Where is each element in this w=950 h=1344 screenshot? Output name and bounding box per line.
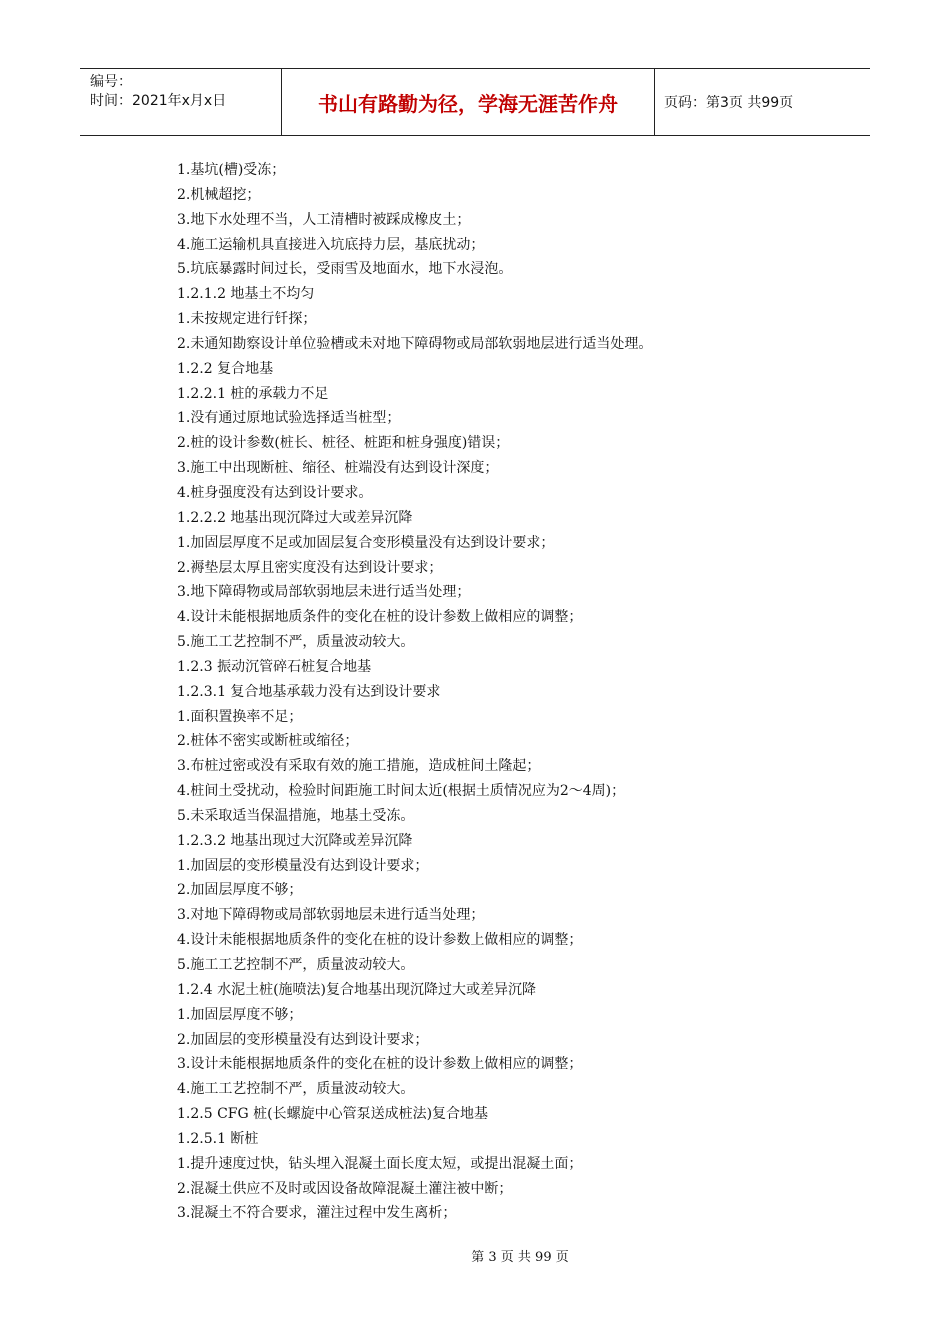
text-line: 2.机械超挖； xyxy=(177,186,261,203)
section-heading: 1.2.2.1 桩的承载力不足 xyxy=(177,385,329,402)
text-line: 2.加固层的变形模量没有达到设计要求； xyxy=(177,1031,429,1048)
text-line: 5.施工工艺控制不严，质量波动较大。 xyxy=(177,634,415,651)
text-line: 3.设计未能根据地质条件的变化在桩的设计参数上做相应的调整； xyxy=(177,1056,583,1073)
text-line: 1.未按规定进行钎探； xyxy=(177,311,317,328)
text-line: 5.未采取适当保温措施，地基土受冻。 xyxy=(177,807,415,824)
text-line: 4.施工运输机具直接进入坑底持力层，基底扰动； xyxy=(177,236,485,253)
text-line: 3.地下水处理不当，人工清槽时被踩成橡皮土； xyxy=(177,211,471,228)
document-date-label: 时间：2021年x月x日 xyxy=(90,93,227,109)
section-heading: 1.2.2 复合地基 xyxy=(177,360,274,377)
page-footer: 第 3 页 共 99 页 xyxy=(471,1250,569,1265)
text-line: 1.没有通过原地试验选择适当桩型； xyxy=(177,410,401,427)
section-heading: 1.2.3.1 复合地基承载力没有达到设计要求 xyxy=(177,683,441,700)
text-line: 4.桩身强度没有达到设计要求。 xyxy=(177,484,373,501)
text-line: 1.加固层厚度不够； xyxy=(177,1006,303,1023)
text-line: 4.施工工艺控制不严，质量波动较大。 xyxy=(177,1081,415,1098)
document-number-label: 编号： xyxy=(90,74,132,90)
section-heading: 1.2.4 水泥土桩(施喷法)复合地基出现沉降过大或差异沉降 xyxy=(177,981,536,998)
section-heading: 1.2.3 振动沉管碎石桩复合地基 xyxy=(177,658,372,675)
text-line: 2.未通知勘察设计单位验槽或未对地下障碍物或局部软弱地层进行适当处理。 xyxy=(177,335,653,352)
text-line: 1.基坑(槽)受冻； xyxy=(177,162,286,178)
text-line: 1.提升速度过快，钻头埋入混凝土面长度太短，或提出混凝土面； xyxy=(177,1155,583,1172)
text-line: 3.混凝土不符合要求，灌注过程中发生离析； xyxy=(177,1205,457,1222)
header-page-info: 页码：第3页 共99页 xyxy=(664,95,794,111)
section-heading: 1.2.5 CFG 桩(长螺旋中心管泵送成桩法)复合地基 xyxy=(177,1106,489,1123)
text-line: 2.混凝土供应不及时或因设备故障混凝土灌注被中断； xyxy=(177,1180,513,1197)
text-line: 4.设计未能根据地质条件的变化在桩的设计参数上做相应的调整； xyxy=(177,609,583,626)
text-line: 1.面积置换率不足； xyxy=(177,708,303,725)
header-meta xyxy=(80,69,282,135)
text-line: 3.施工中出现断桩、缩径、桩端没有达到设计深度； xyxy=(177,460,499,477)
text-line: 5.施工工艺控制不严，质量波动较大。 xyxy=(177,957,415,973)
text-line: 1.加固层的变形模量没有达到设计要求； xyxy=(177,857,429,874)
text-line: 2.加固层厚度不够； xyxy=(177,882,303,899)
section-heading: 1.2.5.1 断桩 xyxy=(177,1130,259,1147)
section-heading: 1.2.3.2 地基出现过大沉降或差异沉降 xyxy=(177,832,413,849)
text-line: 4.桩间土受扰动，检验时间距施工时间太近(根据土质情况应为2～4周)； xyxy=(177,783,626,800)
text-line: 1.加固层厚度不足或加固层复合变形模量没有达到设计要求； xyxy=(177,534,555,551)
section-heading: 1.2.2.2 地基出现沉降过大或差异沉降 xyxy=(177,509,413,526)
header-motto: 书山有路勤为径，学海无涯苦作舟 xyxy=(282,69,655,135)
text-line: 4.设计未能根据地质条件的变化在桩的设计参数上做相应的调整； xyxy=(177,932,583,949)
text-line: 2.桩的设计参数(桩长、桩径、桩距和桩身强度)错误； xyxy=(177,435,510,452)
text-line: 3.布桩过密或没有采取有效的施工措施，造成桩间土隆起； xyxy=(177,758,541,775)
text-line: 5.坑底暴露时间过长，受雨雪及地面水，地下水浸泡。 xyxy=(177,261,513,278)
text-line: 2.褥垫层太厚且密实度没有达到设计要求； xyxy=(177,559,443,576)
text-line: 2.桩体不密实或断桩或缩径； xyxy=(177,733,359,750)
text-line: 3.地下障碍物或局部软弱地层未进行适当处理； xyxy=(177,584,471,601)
section-heading: 1.2.1.2 地基土不均匀 xyxy=(177,286,315,303)
document-body xyxy=(177,158,777,1226)
page-header xyxy=(80,68,870,136)
text-line: 3.对地下障碍物或局部软弱地层未进行适当处理； xyxy=(177,907,485,924)
